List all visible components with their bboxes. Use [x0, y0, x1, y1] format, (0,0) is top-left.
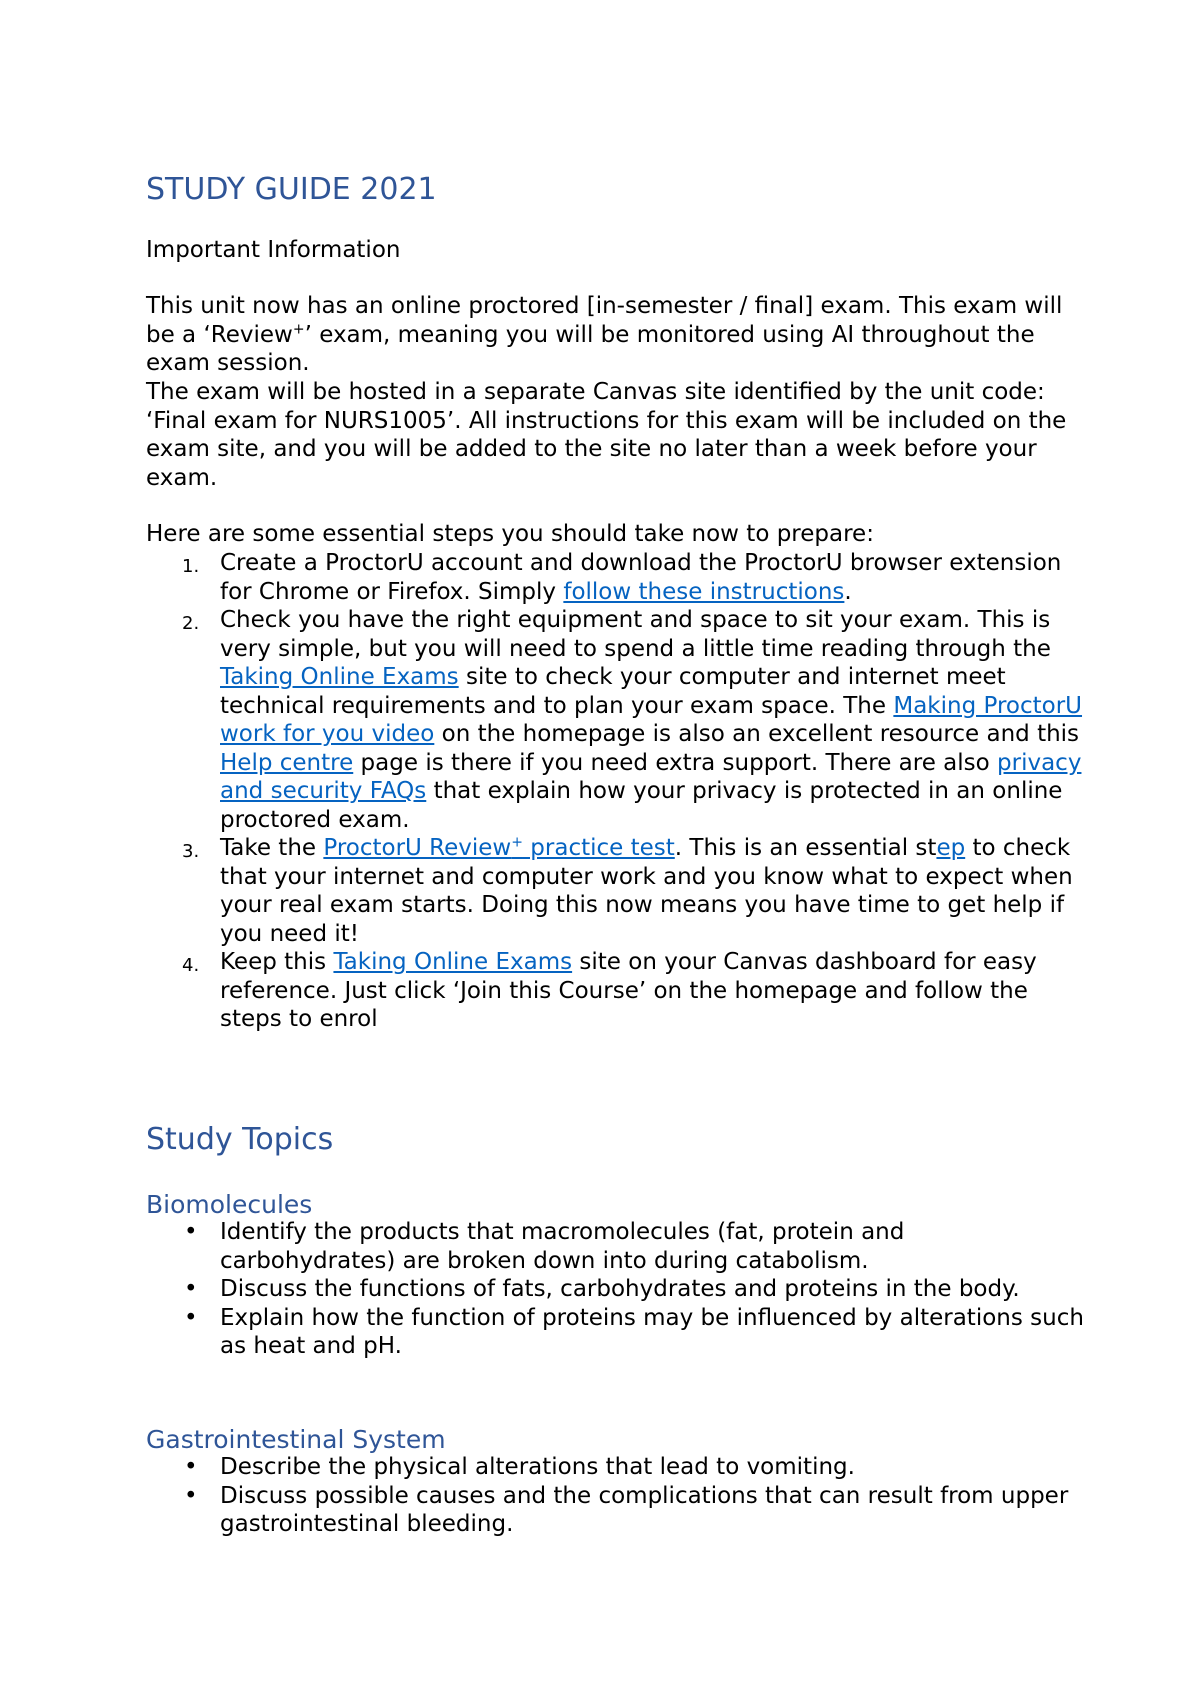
step-text: Keep this: [220, 949, 334, 975]
step-item-2: [146, 606, 1086, 834]
step-text: to check that your internet and computer work and you know what to expect when your real exam starts. Doing this now means you have time to get help if you need it!: [220, 835, 1073, 947]
gastrointestinal-list: [146, 1453, 1086, 1539]
step-text: on the homepage is also an excellent resource and this: [434, 721, 1080, 747]
steps-intro: Here are some essential steps you should take now to prepare:: [146, 521, 874, 547]
list-item: [146, 1304, 1086, 1361]
intro-text-2: ’ exam, meaning you will be monitored using AI throughout the exam session.: [146, 321, 1035, 376]
biomolecules-list: [146, 1218, 1086, 1361]
list-item: [146, 1218, 1086, 1275]
bullet-icon: •: [184, 1482, 198, 1509]
list-item-text: Describe the physical alterations that lead to vomiting.: [220, 1454, 855, 1480]
exam-site-paragraph: The exam will be hosted in a separate Canvas site identified by the unit code: ‘Final exam for NURS1005’. All instructions for this exam will be included on the exam site, and you will be added to the site no later than a week before your exam.: [146, 379, 1067, 491]
step-text: Take the: [220, 835, 324, 861]
list-item: [146, 1275, 1086, 1304]
step-text: . This is an essential st: [674, 835, 937, 861]
step-text: that explain how your privacy is protected in an online proctored exam.: [220, 778, 1063, 833]
step-number: 4.: [182, 955, 200, 976]
gastrointestinal-system-heading: Gastrointestinal System: [146, 1425, 446, 1454]
step-text: site on your Canvas dashboard for easy reference. Just click ‘Join this Course’ on the homepage and follow the steps to enrol: [220, 949, 1037, 1032]
follow-instructions-link[interactable]: follow these instructions: [563, 578, 845, 605]
bullet-icon: •: [184, 1276, 198, 1302]
step-number: 2.: [182, 613, 200, 634]
help-centre-link[interactable]: Help centre: [220, 749, 354, 776]
bullet-icon: •: [184, 1219, 198, 1245]
review-plus-superscript: +: [511, 834, 523, 851]
practice-test-link-text-rest: practice test: [522, 835, 675, 861]
step-text: Check you have the right equipment and space to sit your exam. This is very simple, but you will need to spend a little time reading through the: [220, 607, 1051, 662]
making-proctoru-video-link[interactable]: Making ProctorU work for you video: [220, 692, 1083, 747]
step-text: site to check your computer and internet meet technical requirements and to plan your exam space. The: [220, 664, 1006, 719]
list-item-text: Explain how the function of proteins may be influenced by alterations such as heat and pH.: [220, 1304, 1084, 1359]
step-item-4: [146, 948, 1086, 1034]
step-item-3: [146, 834, 1086, 948]
intro-paragraph: [146, 292, 1076, 378]
step-number: 3.: [182, 841, 200, 862]
step-fragment-link[interactable]: ep: [936, 835, 966, 861]
step-number: 1.: [182, 556, 200, 577]
steps-list: [146, 549, 1086, 1034]
page-title: STUDY GUIDE 2021: [146, 172, 437, 207]
step-text: .: [844, 578, 852, 605]
review-plus-superscript: +: [292, 320, 305, 337]
taking-online-exams-link[interactable]: Taking Online Exams: [333, 949, 573, 975]
privacy-security-faqs-link[interactable]: privacy and security FAQs: [220, 749, 1082, 804]
important-information-heading: Important Information: [146, 237, 401, 263]
list-item-text: Discuss possible causes and the complications that can result from upper gastrointestinal bleeding.: [220, 1482, 1069, 1537]
biomolecules-heading: Biomolecules: [146, 1190, 313, 1219]
practice-test-link-text: ProctorU Review: [323, 835, 512, 861]
step-item-1: [146, 549, 1086, 606]
study-topics-heading: Study Topics: [146, 1122, 334, 1157]
list-item: [146, 1453, 1086, 1482]
list-item-text: Identify the products that macromolecules (fat, protein and carbohydrates) are broken down into during catabolism.: [220, 1219, 905, 1274]
step-text: Create a ProctorU account and download the ProctorU browser extension for Chrome or Firefox. Simply: [220, 550, 1062, 605]
bullet-icon: •: [184, 1304, 198, 1331]
taking-online-exams-link[interactable]: Taking Online Exams: [220, 664, 459, 690]
list-item: [146, 1482, 1086, 1539]
practice-test-link[interactable]: [323, 835, 674, 861]
step-text: page is there if you need extra support. There are also: [353, 749, 998, 776]
list-item-text: Discuss the functions of fats, carbohydrates and proteins in the body.: [220, 1276, 1020, 1302]
intro-text-1: This unit now has an online proctored [in-semester / final] exam. This exam will be a ‘Review: [146, 293, 1063, 348]
bullet-icon: •: [184, 1454, 198, 1480]
